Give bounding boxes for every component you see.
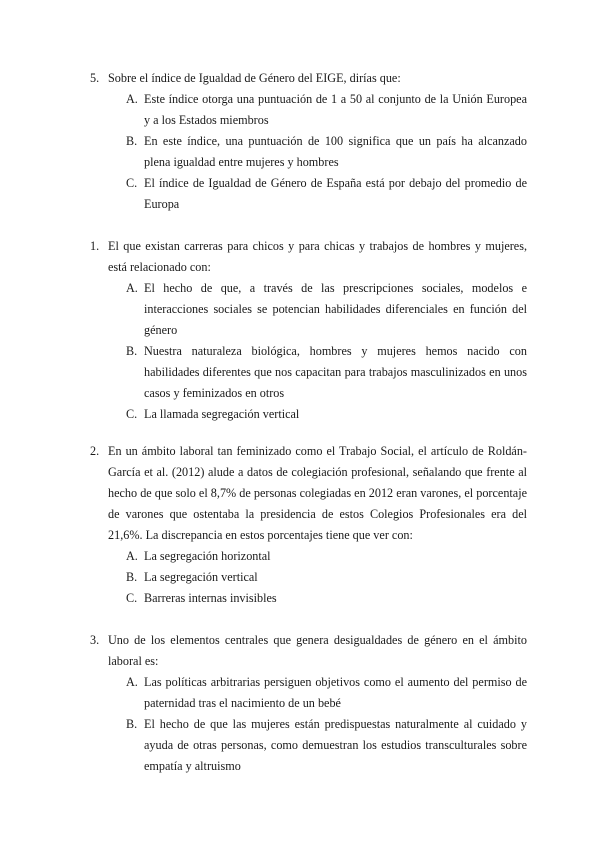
option-text: Nuestra naturaleza biológica, hombres y mujeres hemos nacido con habilidades diferentes que nos capacitan para trabajos masculinizados en unos casos y feminizados en otros xyxy=(144,344,527,400)
option-list xyxy=(126,546,527,609)
option-text: Barreras internas invisibles xyxy=(144,591,277,605)
option-text: Este índice otorga una puntuación de 1 a 50 al conjunto de la Unión Europea y a los Estados miembros xyxy=(144,92,527,127)
option-b xyxy=(126,714,527,777)
question-text: Sobre el índice de Igualdad de Género del EIGE, dirías que: xyxy=(108,71,401,85)
option-letter: B. xyxy=(126,570,138,584)
option-c xyxy=(126,588,527,609)
option-list xyxy=(126,89,527,215)
question-text: Uno de los elementos centrales que genera desigualdades de género en el ámbito laboral es: xyxy=(108,633,527,668)
option-list xyxy=(126,672,527,777)
option-letter: B. xyxy=(126,717,138,731)
option-text: La llamada segregación vertical xyxy=(144,407,300,421)
option-text: En este índice, una puntuación de 100 significa que un país ha alcanzado plena igualdad entre mujeres y hombres xyxy=(144,134,527,169)
option-letter: B. xyxy=(126,134,138,148)
question-number: 1. xyxy=(90,239,100,253)
question-text: En un ámbito laboral tan feminizado como el Trabajo Social, el artículo de Roldán-García et al. (2012) alude a datos de colegiación profesional, señalando que frente al hecho de que solo el 8,7% de personas colegiadas en 2012 eran varones, el porcentaje de varones que ostentaba la presidencia de estos Colegios Profesionales era del 21,6%. La discrepancia en estos porcentajes tiene que ver con: xyxy=(108,444,527,542)
question-number: 3. xyxy=(90,633,100,647)
option-letter: A. xyxy=(126,675,138,689)
option-letter: A. xyxy=(126,92,138,106)
question-2 xyxy=(90,441,527,609)
option-letter: C. xyxy=(126,176,138,190)
option-letter: A. xyxy=(126,281,138,295)
option-c xyxy=(126,404,527,425)
option-letter: B. xyxy=(126,344,138,358)
option-b xyxy=(126,567,527,588)
option-list xyxy=(126,278,527,425)
option-text: La segregación horizontal xyxy=(144,549,271,563)
option-text: El índice de Igualdad de Género de España está por debajo del promedio de Europa xyxy=(144,176,527,211)
option-a xyxy=(126,546,527,567)
option-text: El hecho de que, a través de las prescripciones sociales, modelos e interacciones sociales se potencian habilidades diferenciales en función del género xyxy=(144,281,527,337)
option-a xyxy=(126,89,527,131)
option-letter: C. xyxy=(126,407,138,421)
option-text: Las políticas arbitrarias persiguen objetivos como el aumento del permiso de paternidad tras el nacimiento de un bebé xyxy=(144,675,527,710)
option-a xyxy=(126,672,527,714)
option-letter: A. xyxy=(126,549,138,563)
option-a xyxy=(126,278,527,341)
question-text: El que existan carreras para chicos y para chicas y trabajos de hombres y mujeres, está relacionado con: xyxy=(108,239,527,274)
option-text: El hecho de que las mujeres están predispuestas naturalmente al cuidado y ayuda de otras personas, como demuestran los estudios transculturales sobre empatía y altruismo xyxy=(144,717,527,773)
option-c xyxy=(126,173,527,215)
question-number: 5. xyxy=(90,71,100,85)
option-b xyxy=(126,341,527,404)
question-number: 2. xyxy=(90,444,100,458)
question-3 xyxy=(90,630,527,777)
option-letter: C. xyxy=(126,591,138,605)
question-1 xyxy=(90,236,527,425)
option-text: La segregación vertical xyxy=(144,570,258,584)
question-5 xyxy=(90,68,527,215)
option-b xyxy=(126,131,527,173)
